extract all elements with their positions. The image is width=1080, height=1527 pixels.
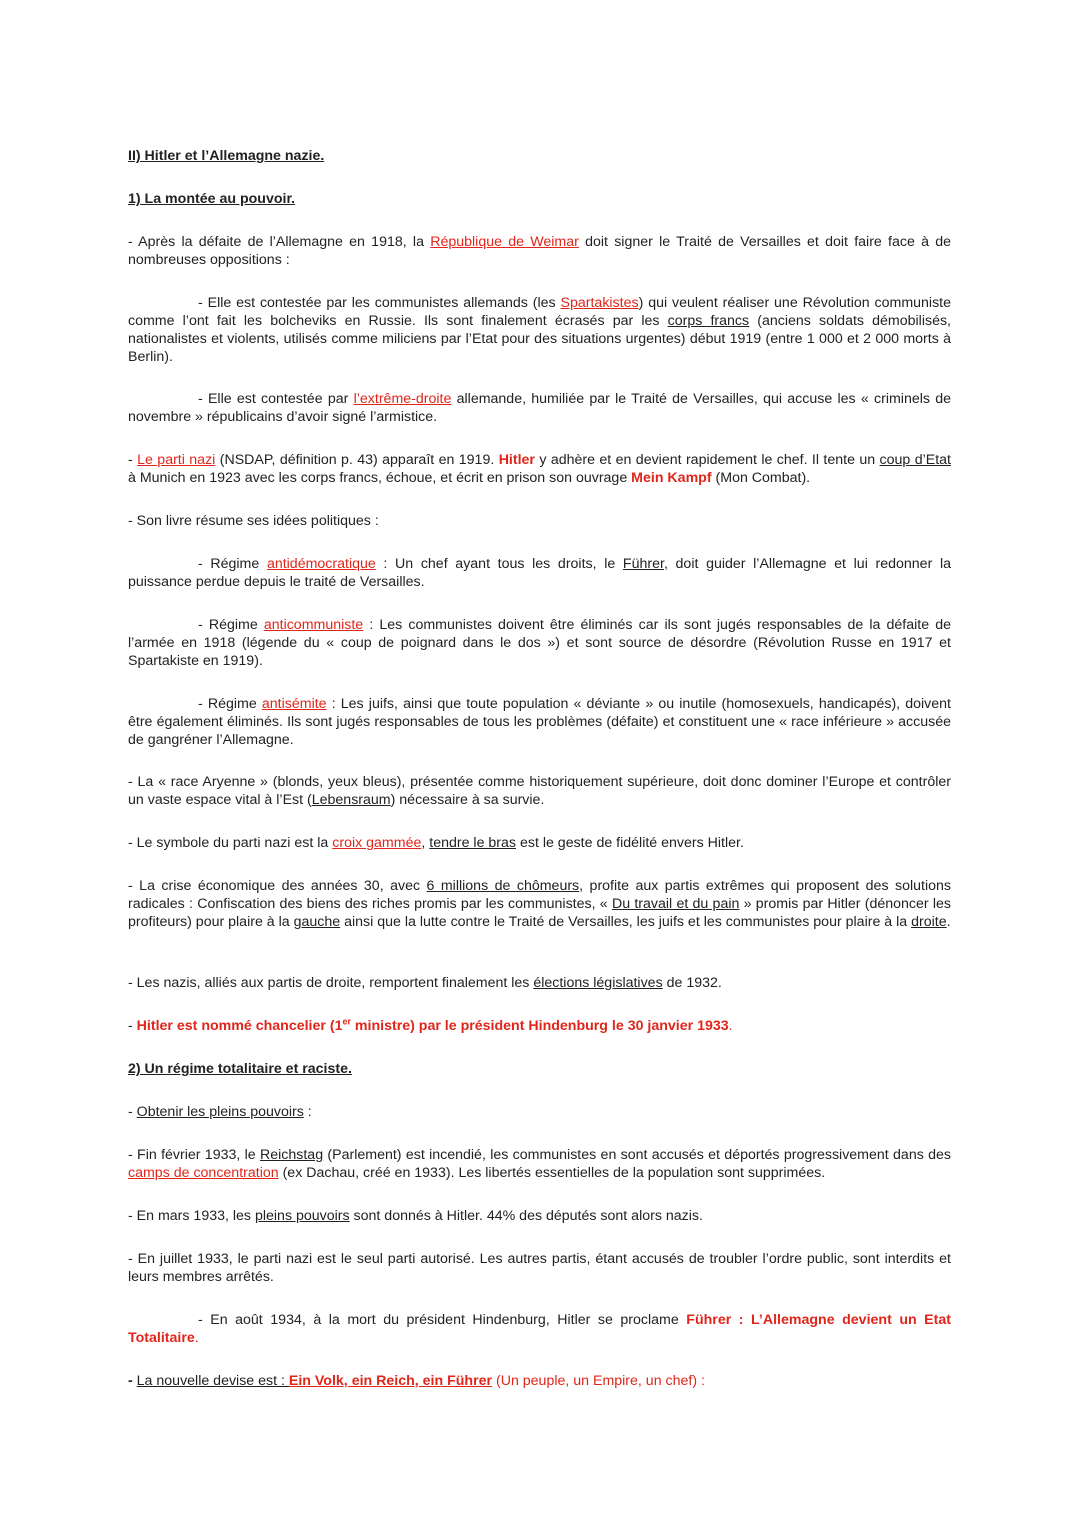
section1-title: 1) La montée au pouvoir. <box>128 191 296 207</box>
term-camps-concentration: camps de concentration <box>128 1165 279 1181</box>
paragraph-weimar: - Après la défaite de l’Allemagne en 1918, la République de Weimar doit signer le Traité de Versailles et doit faire face à de nombreuses oppositions : <box>128 234 951 268</box>
term-extreme-droite: l’extrême-droite <box>353 391 452 407</box>
paragraph-crise: - La crise économique des années 30, avec 6 millions de chômeurs, profite aux partis extrêmes qui proposent des solutions radicales : Confiscation des biens des riches promis par les communistes, « Du travail et du pain » promis par Hitler (dénoncer les profiteurs) pour plaire à la gauche ainsi que la lutte contre le Traité de Versailles, les juifs et les communistes pour plaire à la droite. <box>128 878 951 930</box>
paragraph-aout-1934: - En août 1934, à la mort du président Hindenburg, Hitler se proclame Führer : L’Allemagne devient un Etat Totalitaire. <box>128 1312 951 1346</box>
paragraph-reichstag: - Fin février 1933, le Reichstag (Parlement) est incendié, les communistes en sont accusés et déportés progressivement dans des camps de concentration (ex Dachau, créé en 1933). Les libertés essentielles de la population sont supprimées. <box>128 1147 951 1181</box>
term-fuhrer: Führer <box>622 556 664 572</box>
term-nouvelle-devise: La nouvelle devise est : <box>136 1373 289 1389</box>
paragraph-antisemite: - Régime antisémite : Les juifs, ainsi que toute population « déviante » ou inutile (homosexuels, handicapés), doivent être également éliminés. Ils sont jugés responsables de tous les problèmes (défaite) et constituent une « race inférieure » accusée de gangréner l’Allemagne. <box>128 696 952 748</box>
paragraph-extreme-droite: - Elle est contestée par l’extrême-droite allemande, humiliée par le Traité de Versailles, qui accuse les « criminels de novembre » républicains d’avoir signé l’armistice. <box>128 391 951 425</box>
term-droite: droite <box>911 914 947 930</box>
term-etat-totalitaire: Führer : L’Allemagne devient un Etat Totalitaire <box>128 1312 951 1346</box>
paragraph-anticommuniste: - Régime anticommuniste : Les communistes doivent être éliminés car ils sont jugés responsables de la défaite de l’armée en 1918 (légende du « coup de poignard dans le dos ») et sont source de désordre (Révolution Russe en 1917 et Spartakiste en 1919). <box>128 617 951 669</box>
paragraph-pleins-pouvoirs-intro: - Obtenir les pleins pouvoirs : <box>128 1104 312 1120</box>
term-reichstag: Reichstag <box>260 1147 324 1163</box>
term-anticommuniste: anticommuniste <box>263 617 364 633</box>
term-travail-pain: Du travail et du pain <box>611 896 740 912</box>
paragraph-chancelier: - Hitler est nommé chancelier (1er ministre) par le président Hindenburg le 30 janvier 1933. <box>128 1016 733 1034</box>
term-lebensraum: Lebensraum <box>311 792 391 808</box>
paragraph-devise: - La nouvelle devise est : Ein Volk, ein Reich, ein Führer (Un peuple, un Empire, un chef) : <box>128 1373 705 1389</box>
paragraph-parti-nazi: - Le parti nazi (NSDAP, définition p. 43) apparaît en 1919. Hitler y adhère et en devient rapidement le chef. Il tente un coup d’Etat à Munich en 1923 avec les corps francs, échoue, et écrit en prison son ouvrage Mein Kampf (Mon Combat). <box>128 452 951 486</box>
paragraph-race-aryenne: - La « race Aryenne » (blonds, yeux bleus), présentée comme historiquement supérieure, doit donc dominer l’Europe et contrôler un vaste espace vital à l’Est (Lebensraum) nécessaire à sa survie. <box>128 774 951 808</box>
paragraph-elections: - Les nazis, alliés aux partis de droite, remportent finalement les élections législatives de 1932. <box>128 975 722 991</box>
paragraph-antidemocratique: - Régime antidémocratique : Un chef ayant tous les droits, le Führer, doit guider l’Allemagne et lui redonner la puissance perdue depuis le traité de Versailles. <box>128 556 951 590</box>
term-spartakistes: Spartakistes <box>560 295 639 311</box>
term-corps-francs: corps francs <box>667 313 750 329</box>
paragraph-juillet-1933: - En juillet 1933, le parti nazi est le seul parti autorisé. Les autres partis, étant accusés de troubler l’ordre public, sont interdits et leurs membres arrêtés. <box>128 1251 951 1285</box>
term-tendre-le-bras: tendre le bras <box>429 835 517 851</box>
term-coup-detat: coup d’Etat <box>879 452 951 468</box>
paragraph-livre: - Son livre résume ses idées politiques : <box>128 513 379 529</box>
paragraph-symbole: - Le symbole du parti nazi est la croix gammée, tendre le bras est le geste de fidélité envers Hitler. <box>128 835 744 851</box>
paragraph-mars-1933: - En mars 1933, les pleins pouvoirs sont donnés à Hitler. 44% des députés sont alors nazis. <box>128 1208 703 1224</box>
term-croix-gammee: croix gammée <box>332 835 422 851</box>
term-pleins-pouvoirs: pleins pouvoirs <box>254 1208 350 1224</box>
term-antidemocratique: antidémocratique <box>266 556 376 572</box>
term-ein-volk: Ein Volk, ein Reich, ein Führer <box>288 1373 493 1389</box>
term-parti-nazi: Le parti nazi <box>137 452 216 468</box>
link-republique-weimar: République de Weimar <box>430 234 579 250</box>
main-heading: II) Hitler et l’Allemagne nazie. <box>128 148 325 164</box>
term-obtenir-pleins-pouvoirs: Obtenir les pleins pouvoirs <box>136 1104 304 1120</box>
term-gauche: gauche <box>293 914 341 930</box>
section2-title: 2) Un régime totalitaire et raciste. <box>128 1061 352 1077</box>
term-chancelier: Hitler est nommé chancelier (1 <box>136 1018 343 1034</box>
term-hitler: Hitler <box>498 452 535 468</box>
term-elections-legislatives: élections législatives <box>533 975 663 991</box>
term-mein-kampf: Mein Kampf <box>631 470 712 486</box>
paragraph-spartakistes: - Elle est contestée par les communistes allemands (les Spartakistes) qui veulent réaliser une Révolution communiste comme l’ont fait les bolcheviks en Russie. Ils sont finalement écrasés par les corps francs (anciens soldats démobilisés, nationalistes et violents, utilisés comme miliciens par l’Etat pour des situations urgentes) début 1919 (entre 1 000 et 2 000 morts à Berlin). <box>128 295 952 365</box>
term-antisemite: antisémite <box>261 696 327 712</box>
term-chomeurs: 6 millions de chômeurs <box>426 878 580 894</box>
